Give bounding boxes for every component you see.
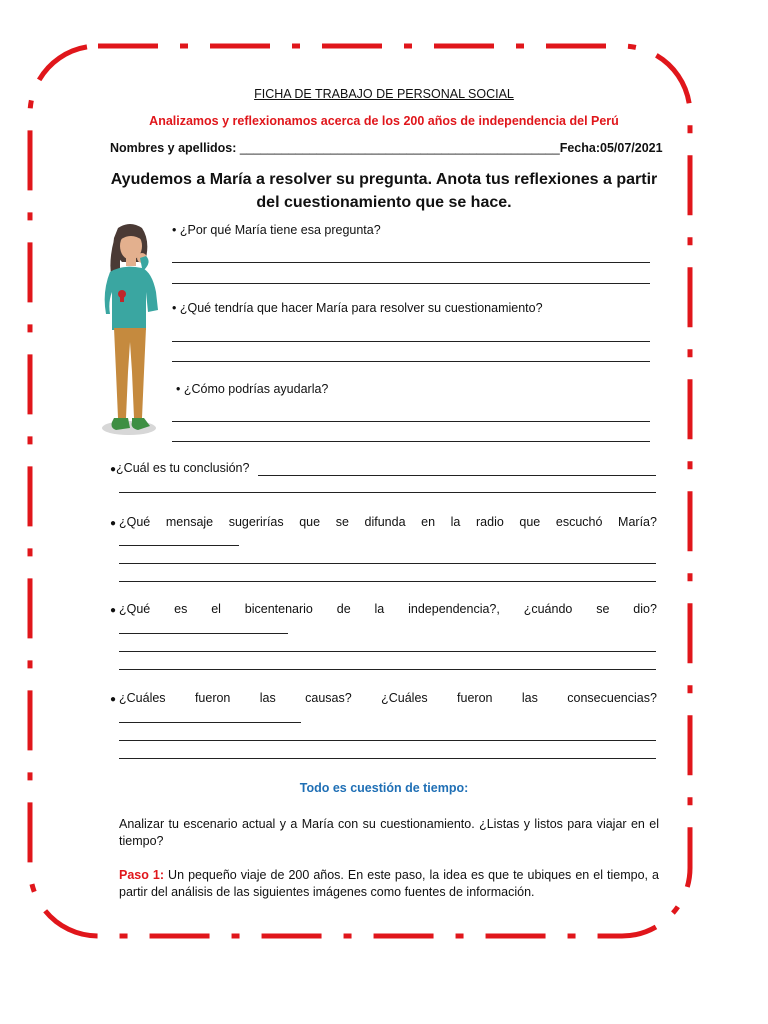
answer-line[interactable] — [119, 669, 656, 670]
answer-line[interactable] — [119, 722, 301, 723]
step-text: Un pequeño viaje de 200 años. En este paso, la idea es que te ubiques en el tiempo, a partir del análisis de las siguientes imágenes como fuentes de información. — [119, 868, 660, 899]
answer-line[interactable] — [119, 633, 288, 634]
answer-line[interactable] — [172, 262, 650, 263]
bullet-icon: ● — [110, 605, 117, 616]
bullet-icon: ● — [110, 694, 117, 705]
page-subtitle: Analizamos y reflexionamos acerca de los 200 años de independencia del Perú — [149, 114, 619, 128]
answer-line[interactable] — [119, 545, 239, 546]
answer-line[interactable] — [119, 581, 656, 582]
intro-paragraph: Analizar tu escenario actual y a María con su cuestionamiento. ¿Listas y listos para viajar en el tiempo? — [119, 817, 659, 848]
girl-thinking-illustration — [98, 222, 164, 444]
question-1: • ¿Por qué María tiene esa pregunta? — [172, 223, 381, 237]
answer-line[interactable] — [258, 475, 656, 476]
question-2: • ¿Qué tendría que hacer María para resolver su cuestionamiento? — [172, 301, 543, 315]
question-bicentenario: ¿Qué es el bicentenario de la independencia?, ¿cuándo se dio? — [119, 602, 657, 616]
instructions-line-1: Ayudemos a María a resolver su pregunta. Anota tus reflexiones a partir — [110, 171, 658, 188]
instructions-line-2: del cuestionamiento que se hace. — [256, 194, 512, 211]
question-3: • ¿Cómo podrías ayudarla? — [176, 382, 329, 396]
names-date-line — [110, 141, 663, 155]
answer-line[interactable] — [172, 283, 650, 284]
names-field[interactable]: ______________________________________________ — [239, 141, 560, 155]
names-label: Nombres y apellidos: — [110, 141, 237, 155]
section-title: Todo es cuestión de tiempo: — [299, 781, 469, 795]
answer-line[interactable] — [172, 361, 650, 362]
step-1-paragraph — [119, 867, 659, 901]
question-conclusion: ●¿Cuál es tu conclusión? — [110, 461, 250, 475]
answer-line[interactable] — [172, 421, 650, 422]
answer-line[interactable] — [119, 492, 656, 493]
answer-line[interactable] — [119, 563, 656, 564]
answer-line[interactable] — [119, 758, 656, 759]
bullet-icon: ● — [110, 518, 117, 529]
answer-line[interactable] — [119, 740, 656, 741]
answer-line[interactable] — [119, 651, 656, 652]
step-label: Paso 1: — [119, 868, 165, 882]
answer-line[interactable] — [172, 341, 650, 342]
page-title: FICHA DE TRABAJO DE PERSONAL SOCIAL — [254, 87, 514, 101]
date-label: Fecha:05/07/2021 — [559, 141, 663, 155]
question-causas: ¿Cuáles fueron las causas? ¿Cuáles fueron las consecuencias? — [119, 691, 657, 705]
question-mensaje: ¿Qué mensaje sugerirías que se difunda en la radio que escuchó María? — [119, 515, 657, 529]
answer-line[interactable] — [172, 441, 650, 442]
